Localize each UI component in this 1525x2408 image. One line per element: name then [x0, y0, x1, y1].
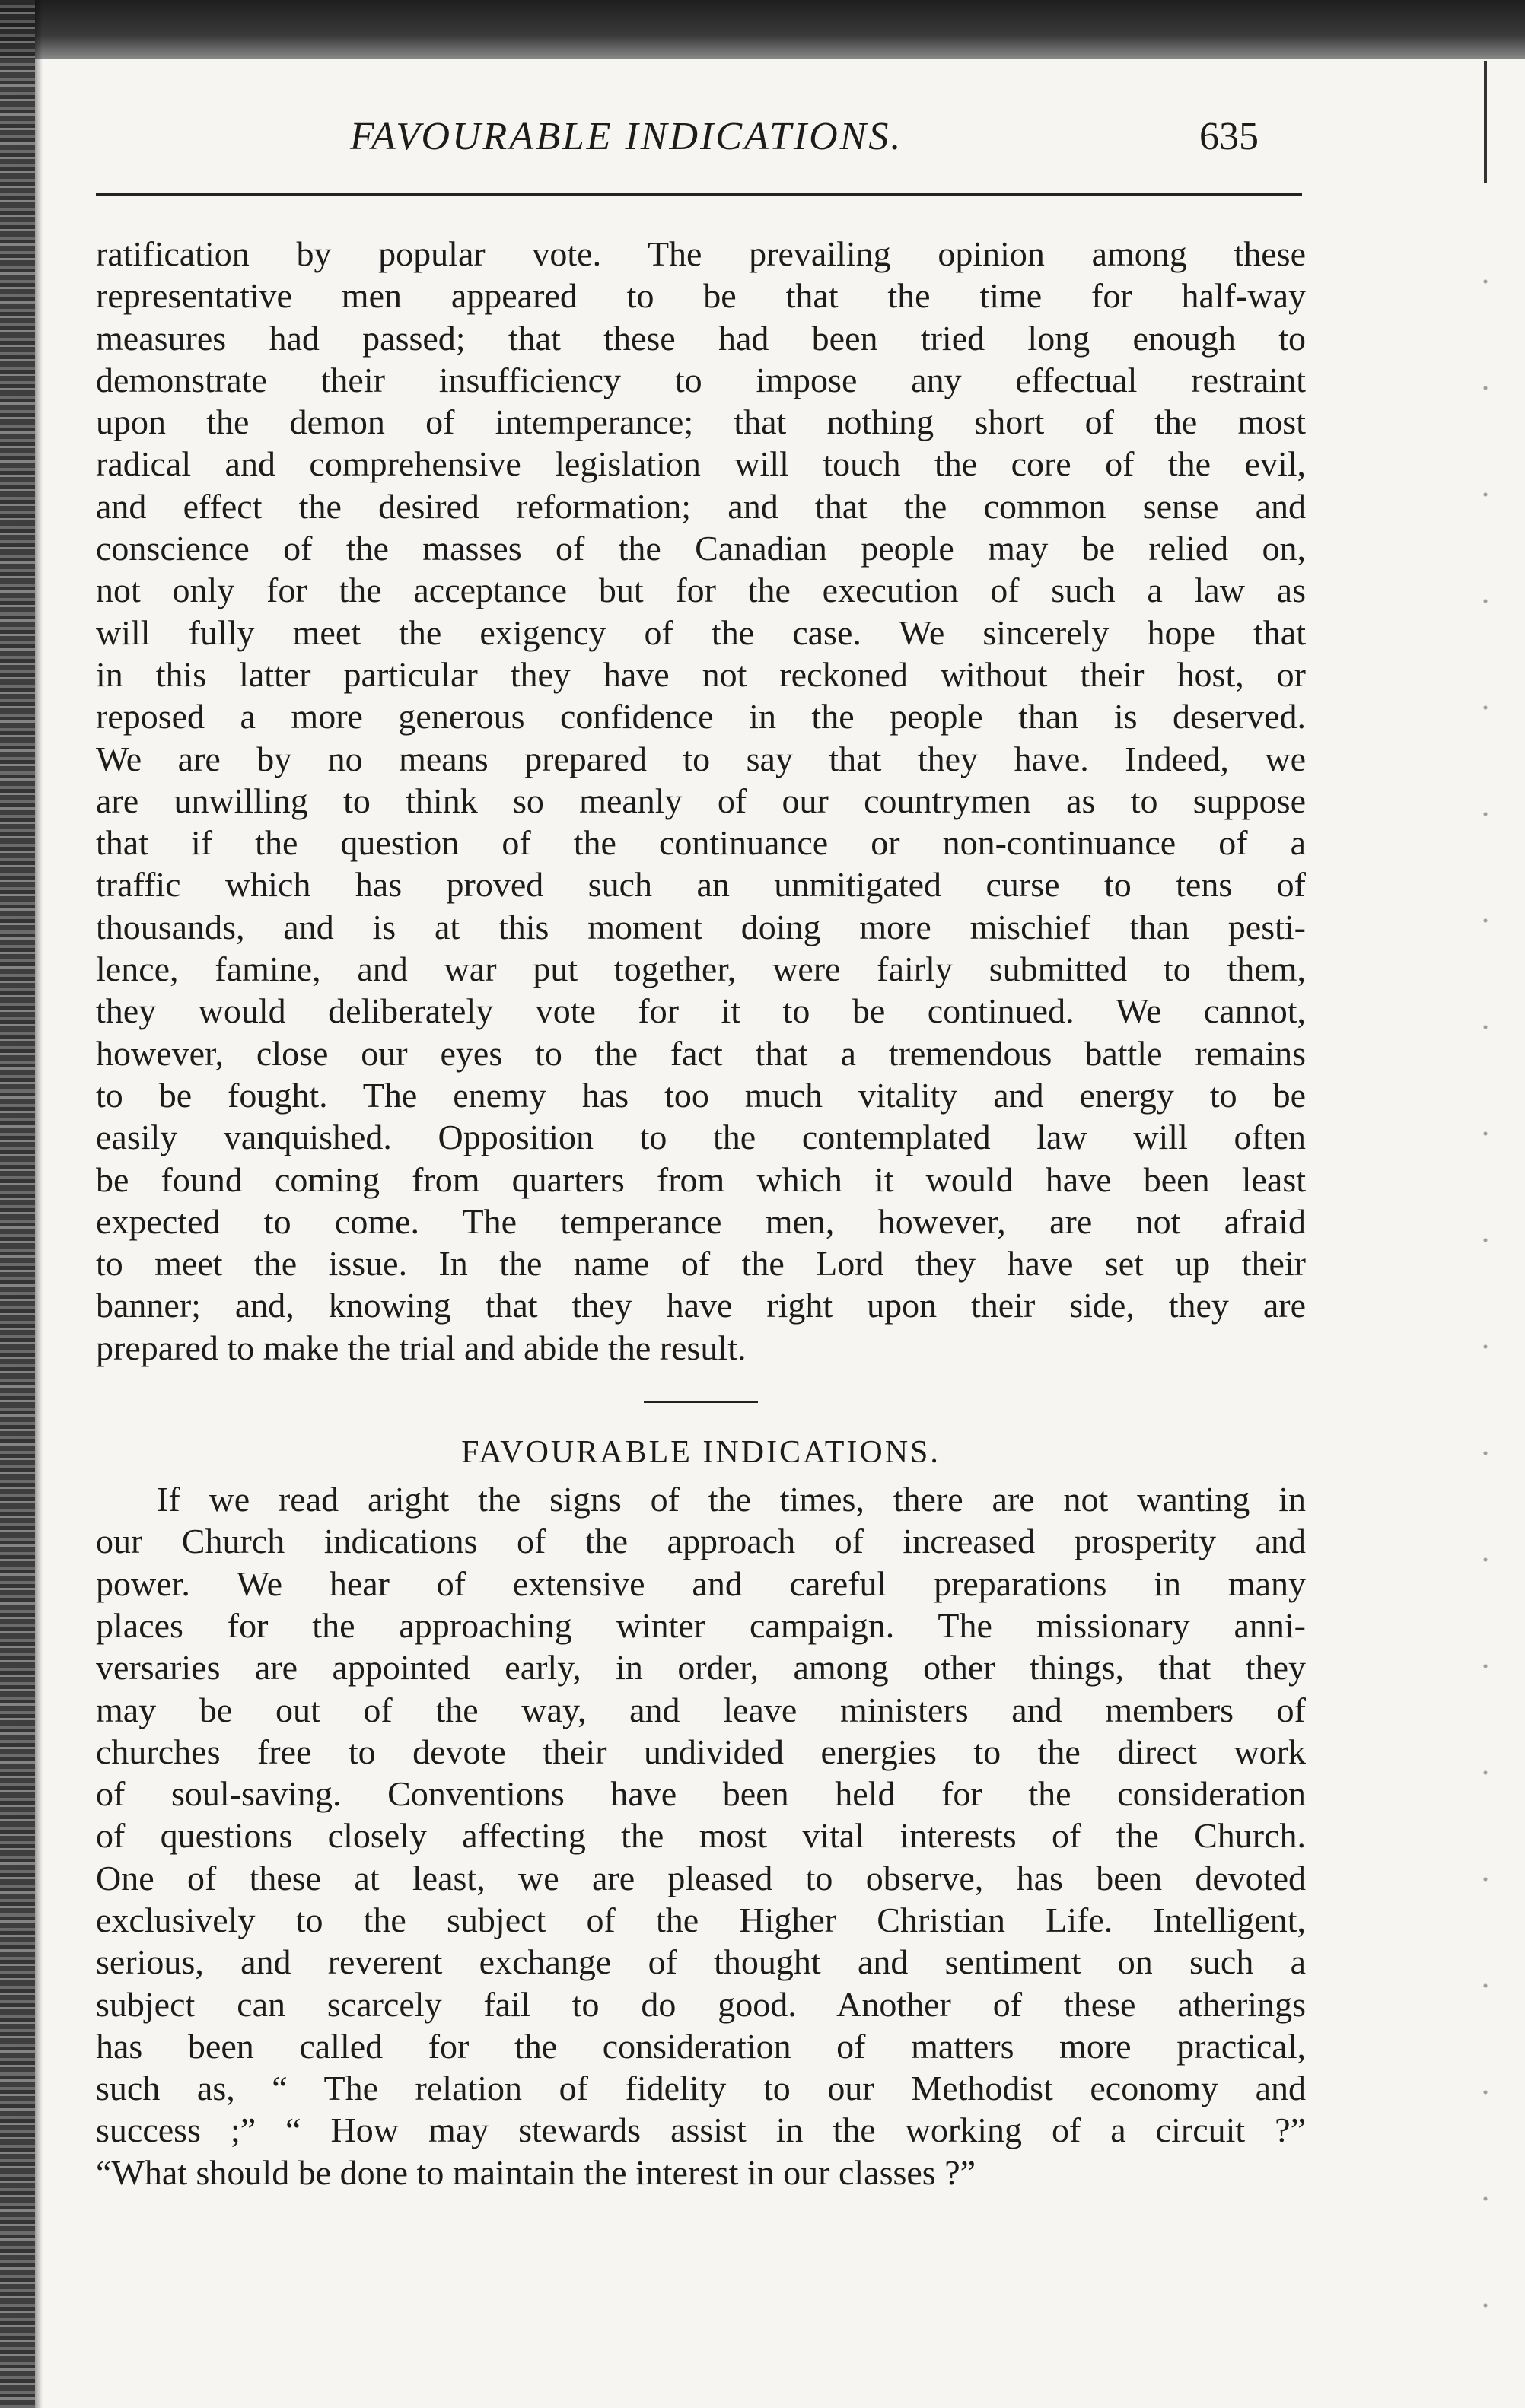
paragraph-temperance: [96, 233, 1306, 1369]
text-line: be found coming from quarters from which it would have been least: [96, 1159, 1306, 1199]
text-line: of soul-saving. Conventions have been held for the consideration: [96, 1774, 1306, 1814]
text-line: conscience of the masses of the Canadian people may be relied on,: [96, 529, 1306, 568]
text-line: thousands, and is at this moment doing more mischief than pesti-: [96, 907, 1306, 946]
text-line: exclusively to the subject of the Higher Christian Life. Intelligent,: [96, 1900, 1306, 1939]
text-line: places for the approaching winter campaign. The missionary anni-: [96, 1605, 1306, 1645]
text-line: measures had passed; that these had been tried long enough to: [96, 318, 1306, 358]
text-line: success ;” “ How may stewards assist in the working of a circuit ?”: [96, 2111, 1306, 2150]
text-line: has been called for the consideration of matters more practical,: [96, 2026, 1306, 2066]
text-line: upon the demon of intemperance; that nothing short of the most: [96, 402, 1306, 442]
text-line: power. We hear of extensive and careful preparations in many: [96, 1563, 1306, 1603]
text-line: subject can scarcely fail to do good. Another of these atherings: [96, 1984, 1306, 2024]
text-line: are unwilling to think so meanly of our countrymen as to suppose: [96, 781, 1306, 820]
text-line: may be out of the way, and leave ministers and members of: [96, 1690, 1306, 1729]
scan-margin-specks: [1472, 228, 1503, 2389]
text-line: prepared to make the trial and abide the result.: [96, 1328, 747, 1367]
text-line: such as, “ The relation of fidelity to our Methodist economy and: [96, 2069, 1306, 2108]
text-line: to meet the issue. In the name of the Lord they have set up their: [96, 1244, 1306, 1284]
text-line: serious, and reverent exchange of thought and sentiment on such a: [96, 1942, 1306, 1982]
text-line: banner; and, knowing that they have right upon their side, they are: [96, 1286, 1306, 1325]
text-line: lence, famine, and war put together, were fairly submitted to them,: [96, 950, 1306, 989]
text-line: demonstrate their insufficiency to impose any effectual restraint: [96, 360, 1306, 399]
text-line: reposed a more generous confidence in the people than is deserved.: [96, 697, 1306, 736]
scan-shadow-top: [0, 0, 1525, 59]
body-text: [96, 233, 1306, 2193]
text-line: We are by no means prepared to say that they have. Indeed, we: [96, 739, 1306, 778]
text-line: ratification by popular vote. The prevailing opinion among these: [96, 234, 1306, 273]
book-page: [96, 114, 1306, 2192]
text-line: not only for the acceptance but for the execution of such a law as: [96, 571, 1306, 610]
text-line: easily vanquished. Opposition to the contemplated law will often: [96, 1118, 1306, 1157]
text-line: our Church indications of the approach of increased prosperity and: [96, 1522, 1306, 1561]
text-line: “What should be done to maintain the interest in our classes ?”: [96, 2152, 976, 2192]
page-number: 635: [1199, 115, 1259, 158]
scan-binding-edge: [0, 0, 35, 2408]
text-line: One of these at least, we are pleased to observe, has been devoted: [96, 1858, 1306, 1897]
text-line: radical and comprehensive legislation will touch the core of the evil,: [96, 444, 1306, 484]
header-rule: [96, 193, 1302, 196]
text-line: to be fought. The enemy has too much vitality and energy to be: [96, 1075, 1306, 1115]
scan-right-mark: [1484, 61, 1487, 183]
text-line: in this latter particular they have not reckoned without their host, or: [96, 654, 1306, 694]
paragraph-favourable-indications: [96, 1478, 1306, 2193]
text-line: versaries are appointed early, in order, among other things, that they: [96, 1648, 1306, 1688]
text-line: and effect the desired reformation; and that the common sense and: [96, 486, 1306, 526]
text-line: however, close our eyes to the fact that a tremendous battle remains: [96, 1033, 1306, 1073]
text-line: expected to come. The temperance men, however, are not afraid: [96, 1201, 1306, 1241]
text-line: churches free to devote their undivided energies to the direct work: [96, 1732, 1306, 1771]
running-head: [96, 114, 1306, 183]
text-line: traffic which has proved such an unmitigated curse to tens of: [96, 865, 1306, 905]
text-line: of questions closely affecting the most vital interests of the Church.: [96, 1816, 1306, 1856]
section-heading: FAVOURABLE INDICATIONS.: [461, 1435, 941, 1471]
running-title: FAVOURABLE INDICATIONS.: [350, 115, 903, 158]
section-divider: [644, 1401, 758, 1403]
text-line: they would deliberately vote for it to be continued. We cannot,: [96, 991, 1306, 1031]
text-line: If we read aright the signs of the times, there are not wanting in: [157, 1480, 1306, 1519]
scan-binding-shadow: [35, 0, 43, 2408]
text-line: representative men appeared to be that the time for half-way: [96, 276, 1306, 316]
text-line: that if the question of the continuance or non-continuance of a: [96, 823, 1306, 863]
text-line: will fully meet the exigency of the case. We sincerely hope that: [96, 612, 1306, 652]
